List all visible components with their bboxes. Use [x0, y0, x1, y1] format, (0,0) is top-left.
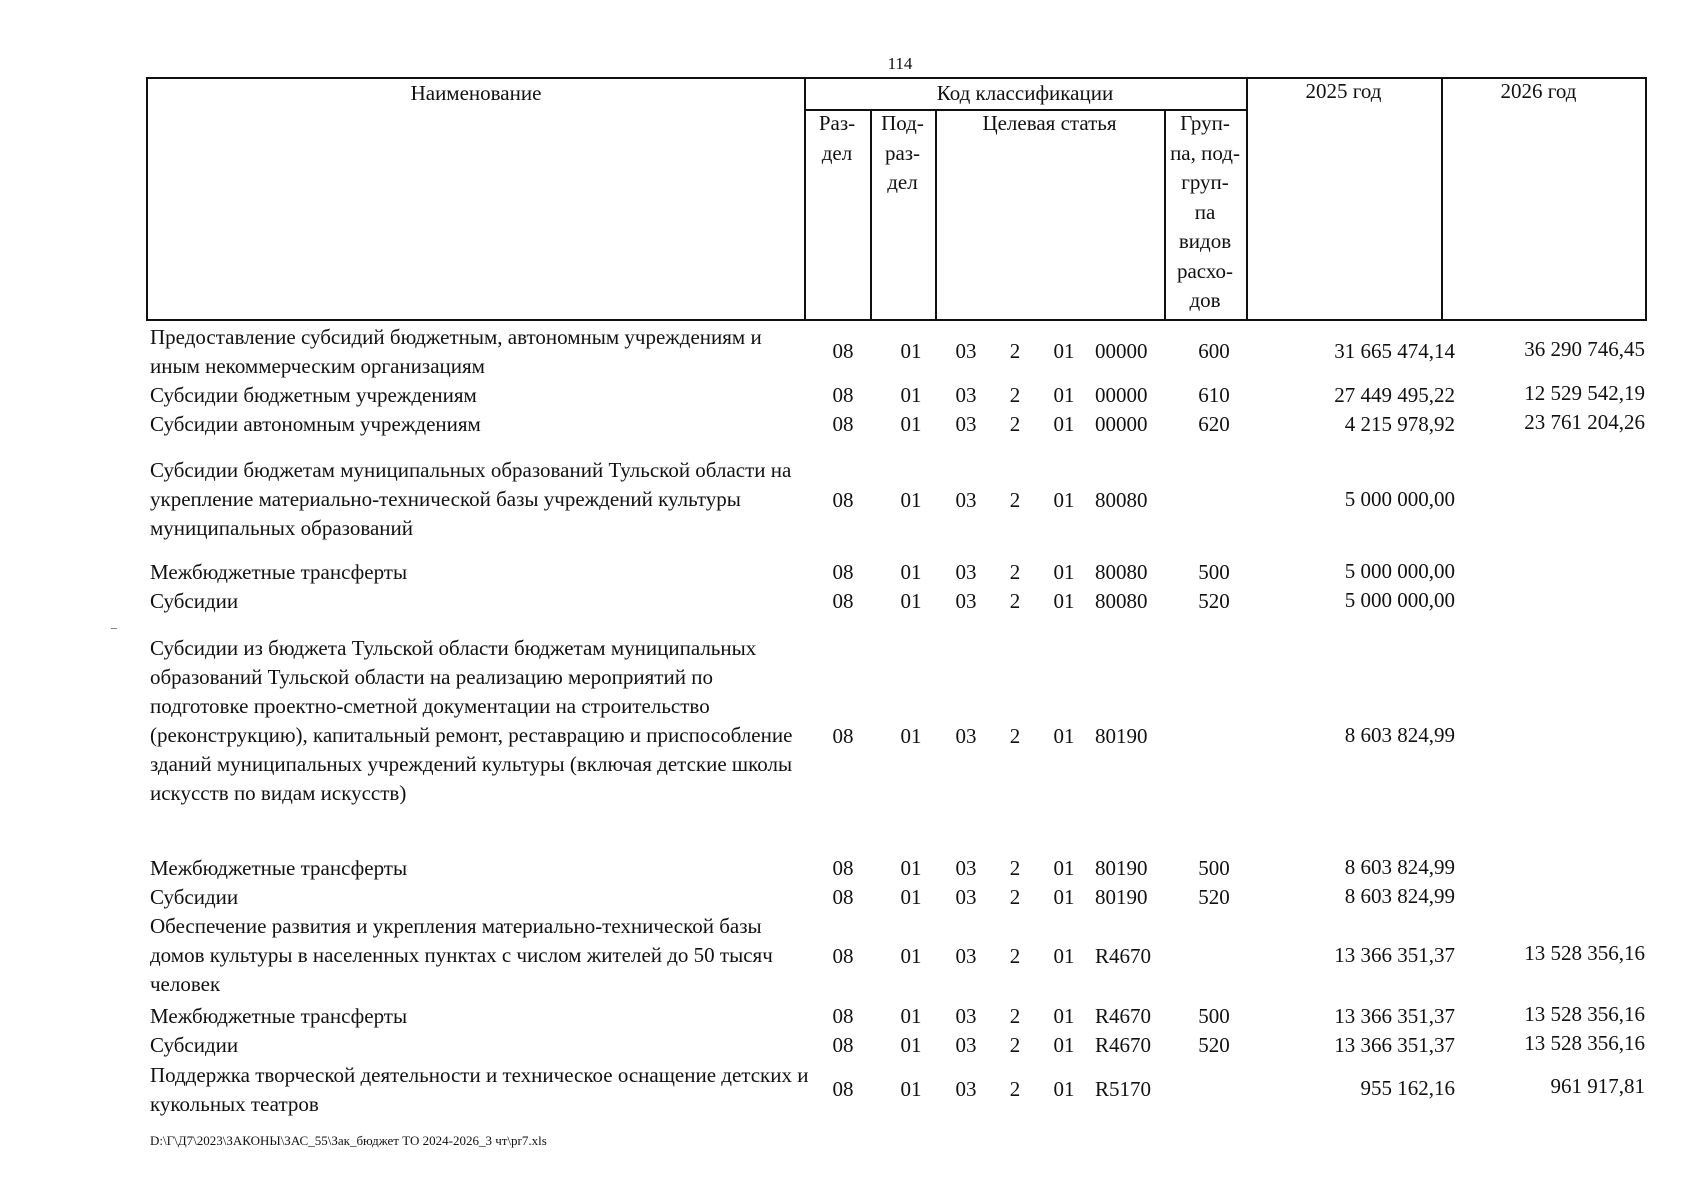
header-name: Наименование — [410, 81, 542, 105]
header-divider — [1246, 79, 1248, 319]
file-path: D:\Г\Д7\2023\ЗАКОНЫ\ЗАС_55\Зак_бюджет ТО 2024-2026_3 чт\pr7.xls — [150, 1133, 547, 1148]
scan-mark — [111, 628, 117, 629]
page-number: 114 — [887, 54, 913, 73]
header-year-2025: 2025 год — [1305, 79, 1382, 103]
header-divider — [1441, 79, 1443, 319]
header-razdel: Раз- дел — [818, 111, 856, 165]
header-year-2026: 2026 год — [1500, 79, 1577, 103]
header-divider — [935, 109, 937, 319]
table-header — [146, 77, 1647, 321]
header-group: Груп- па, под- груп- па видов расхо- дов — [1170, 111, 1240, 312]
header-code: Код классификации — [936, 81, 1114, 105]
header-podrazdel: Под- раз- дел — [881, 111, 924, 194]
header-target: Целевая статья — [982, 111, 1117, 135]
